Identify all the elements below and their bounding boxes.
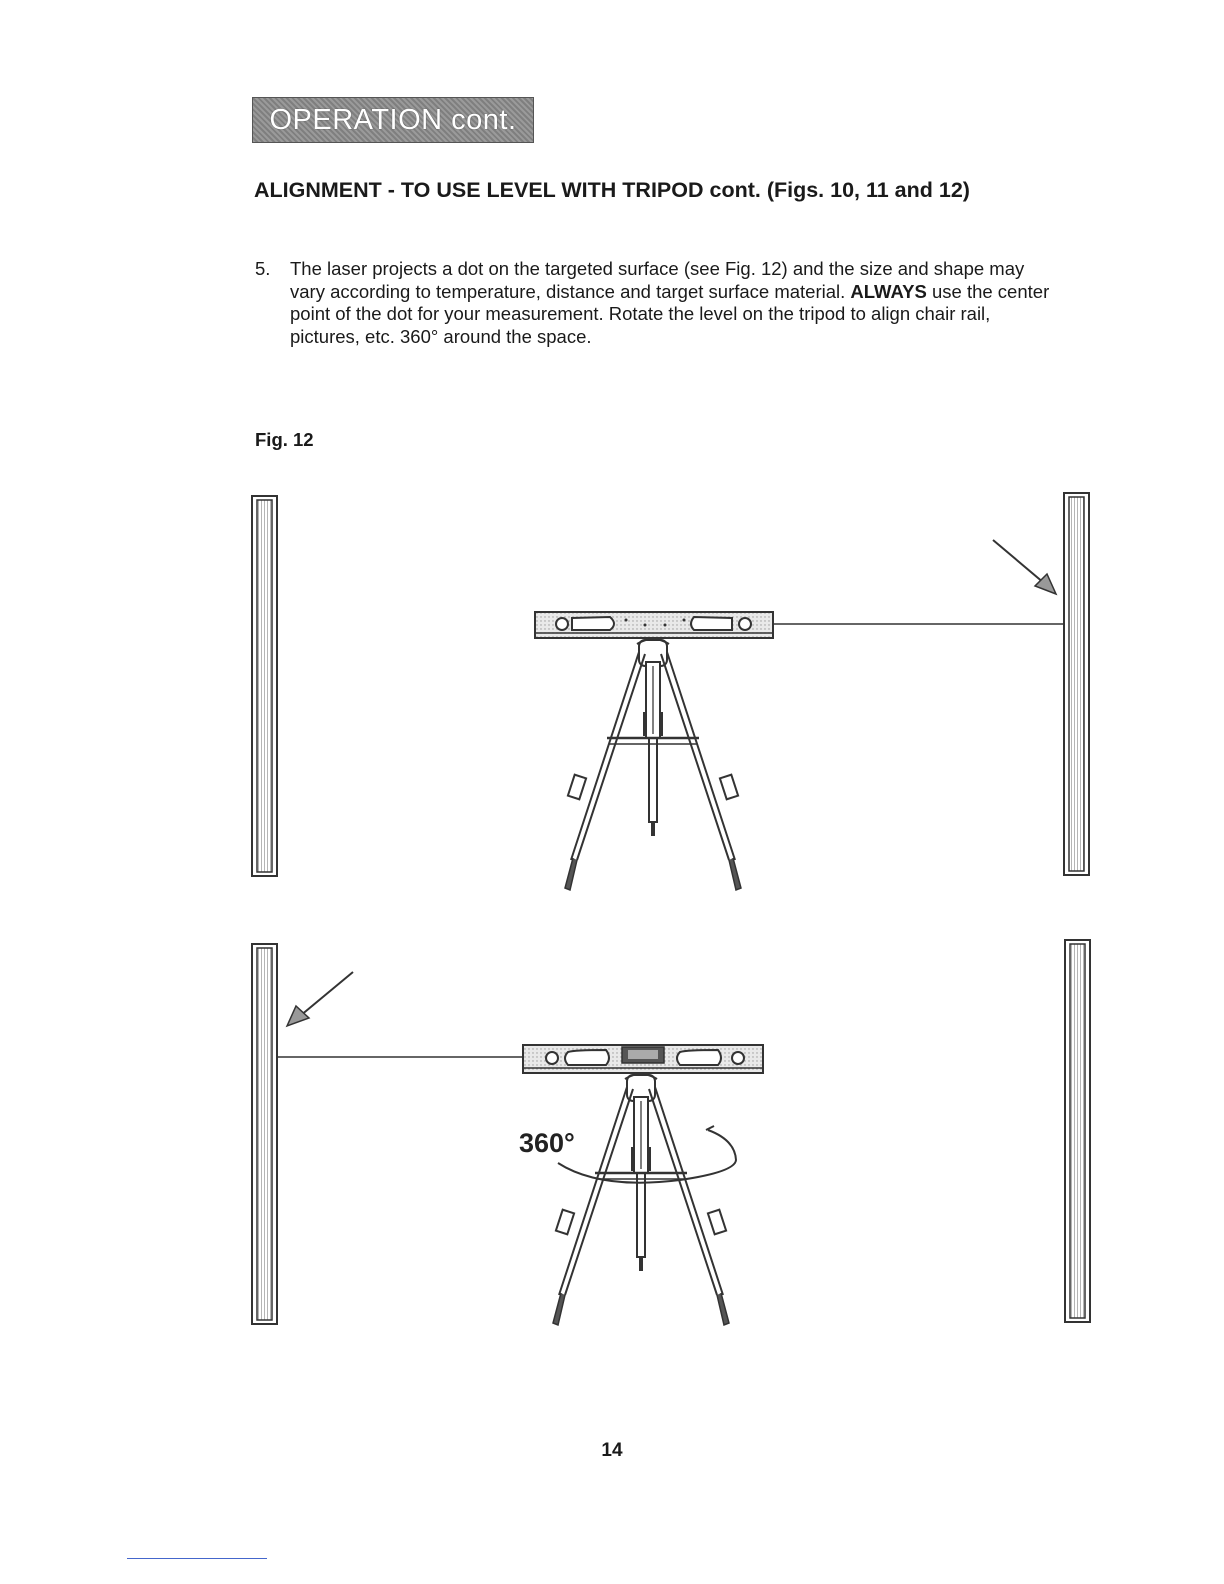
step-text-instruction: use the center point of the dot for your measurement. Rotate the level on the tripod to align chair rail, pictures, etc. 360° around the space. [290, 280, 1050, 347]
footer-rule [127, 1558, 267, 1559]
wall-right-top [1064, 493, 1089, 875]
tripod-bottom [553, 1074, 729, 1325]
step-text-intro: The laser projects a dot on the targeted surface (see Fig. 12) and the size and shape may vary according to temperature, distance and target surface material. [290, 258, 1025, 302]
laser-level-bottom [523, 1045, 763, 1073]
wall-right-bottom [1065, 940, 1090, 1322]
page-number: 14 [601, 1440, 623, 1461]
wall-left-bottom [252, 944, 277, 1324]
rotation-label: 360° [519, 1128, 575, 1158]
arrow-to-right-wall [993, 540, 1056, 594]
arrow-to-left-wall [287, 972, 353, 1026]
section-title: OPERATION cont. [269, 103, 517, 136]
section-heading: ALIGNMENT - TO USE LEVEL WITH TRIPOD cont. (Figs. 10, 11 and 12) [254, 178, 970, 202]
figure-label: Fig. 12 [255, 429, 314, 450]
tripod-top [565, 639, 741, 890]
step-emphasis: ALWAYS [850, 280, 927, 302]
step-number: 5. [255, 258, 271, 279]
wall-left-top [252, 496, 277, 876]
laser-level-top [535, 612, 773, 638]
